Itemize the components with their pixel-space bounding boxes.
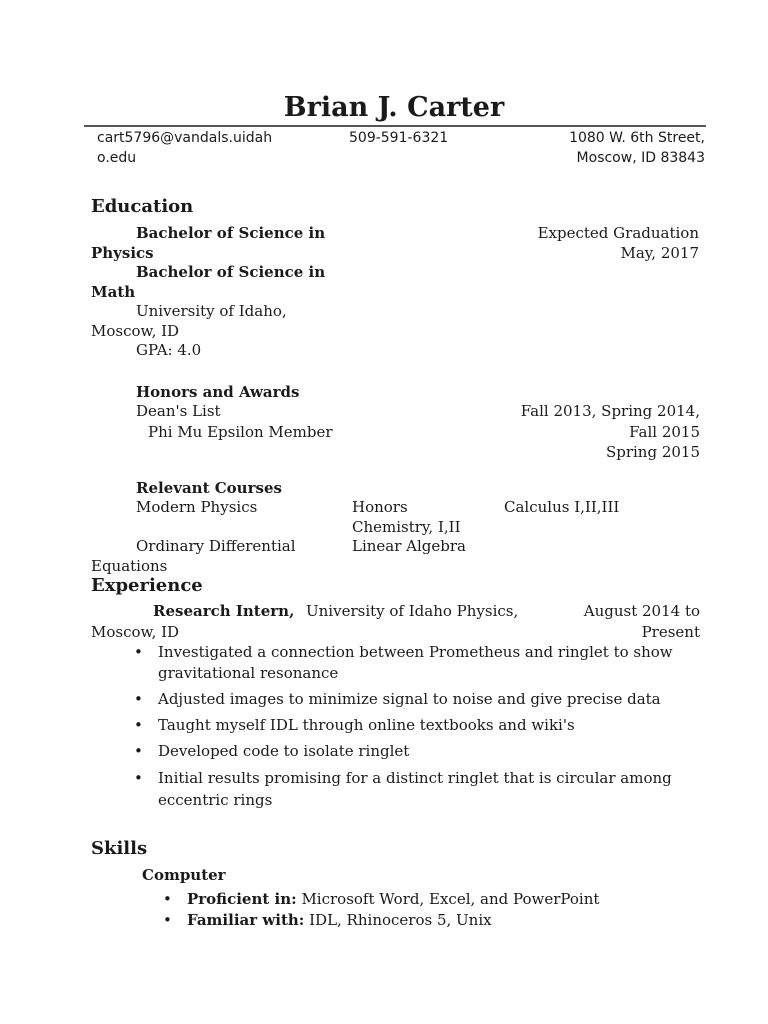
experience-bullets bbox=[134, 642, 694, 811]
degree-2-line-1: Bachelor of Science in bbox=[136, 263, 326, 281]
course-honors-chemistry-line-2: Chemistry, I,II bbox=[352, 518, 461, 536]
course-modern-physics: Modern Physics bbox=[136, 498, 258, 516]
phone: 509-591-6321 bbox=[349, 130, 449, 146]
experience-role: Research Intern, bbox=[153, 602, 295, 620]
courses-heading: Relevant Courses bbox=[136, 479, 282, 497]
skill-proficient-value: Microsoft Word, Excel, and PowerPoint bbox=[296, 890, 600, 908]
experience-org-line-2: Moscow, ID bbox=[91, 623, 180, 641]
bullet-icon: • bbox=[134, 716, 143, 734]
address-line-1: 1080 W. 6th Street, bbox=[569, 130, 705, 146]
list-item bbox=[134, 741, 694, 762]
experience-dates-line-1: August 2014 to bbox=[583, 602, 700, 620]
gpa: GPA: 4.0 bbox=[136, 341, 202, 359]
honor-phi-mu-epsilon: Phi Mu Epsilon Member bbox=[148, 423, 333, 441]
bullet-text: Developed code to isolate ringlet bbox=[158, 742, 410, 760]
list-item bbox=[134, 689, 694, 710]
course-calculus: Calculus I,II,III bbox=[504, 498, 620, 516]
address-line-2: Moscow, ID 83843 bbox=[576, 150, 705, 166]
skill-proficient bbox=[163, 889, 599, 909]
experience-heading: Experience bbox=[91, 575, 203, 596]
skill-proficient-label: Proficient in: bbox=[187, 890, 297, 908]
honor-deans-list: Dean's List bbox=[136, 402, 221, 420]
list-item bbox=[134, 642, 694, 684]
honors-heading: Honors and Awards bbox=[136, 383, 300, 401]
bullet-text: Investigated a connection between Prometheus and ringlet to show gravitational resonance bbox=[158, 643, 673, 682]
resume-name: Brian J. Carter bbox=[283, 92, 505, 123]
graduation-label: Expected Graduation bbox=[537, 224, 699, 242]
email-line-2: o.edu bbox=[97, 150, 137, 166]
list-item bbox=[134, 767, 694, 811]
degree-2-line-2: Math bbox=[91, 283, 136, 301]
course-ode-line-1: Ordinary Differential bbox=[136, 537, 296, 555]
education-heading: Education bbox=[91, 196, 194, 217]
honor-phi-mu-date: Spring 2015 bbox=[605, 443, 700, 461]
skill-familiar-label: Familiar with: bbox=[187, 911, 305, 929]
degree-1-line-1: Bachelor of Science in bbox=[136, 224, 326, 242]
bullet-text: Adjusted images to minimize signal to noise and give precise data bbox=[158, 690, 661, 708]
bullet-icon: • bbox=[134, 643, 143, 661]
experience-dates-line-2: Present bbox=[641, 623, 700, 641]
email bbox=[97, 128, 272, 168]
skills-heading: Skills bbox=[91, 838, 148, 859]
bullet-icon: • bbox=[134, 769, 143, 787]
skill-familiar bbox=[163, 910, 492, 930]
email-line-1: cart5796@vandals.uidah bbox=[97, 130, 273, 146]
bullet-icon: • bbox=[134, 690, 143, 708]
list-item bbox=[134, 715, 694, 736]
degree-1-line-2: Physics bbox=[91, 244, 154, 262]
bullet-text: Initial results promising for a distinct ringlet that is circular among eccentric rings bbox=[158, 769, 672, 809]
bullet-icon: • bbox=[134, 742, 143, 760]
bullet-text: Taught myself IDL through online textbooks and wiki's bbox=[158, 716, 575, 734]
school-line-1: University of Idaho, bbox=[136, 302, 287, 320]
honor-deans-list-dates-2: Fall 2015 bbox=[629, 423, 700, 441]
address bbox=[569, 128, 705, 168]
school-line-2: Moscow, ID bbox=[91, 322, 180, 340]
graduation-date: May, 2017 bbox=[620, 244, 699, 262]
header-divider bbox=[84, 125, 706, 127]
skills-computer-heading: Computer bbox=[142, 866, 226, 884]
experience-org-line-1: University of Idaho Physics, bbox=[306, 602, 519, 620]
course-ode-line-2: Equations bbox=[91, 557, 168, 575]
skill-familiar-value: IDL, Rhinoceros 5, Unix bbox=[304, 911, 492, 929]
honor-deans-list-dates-1: Fall 2013, Spring 2014, bbox=[520, 402, 700, 420]
bullet-icon: • bbox=[163, 890, 172, 908]
course-honors-chemistry-line-1: Honors bbox=[352, 498, 408, 516]
course-linear-algebra: Linear Algebra bbox=[352, 537, 467, 555]
bullet-icon: • bbox=[163, 911, 172, 929]
